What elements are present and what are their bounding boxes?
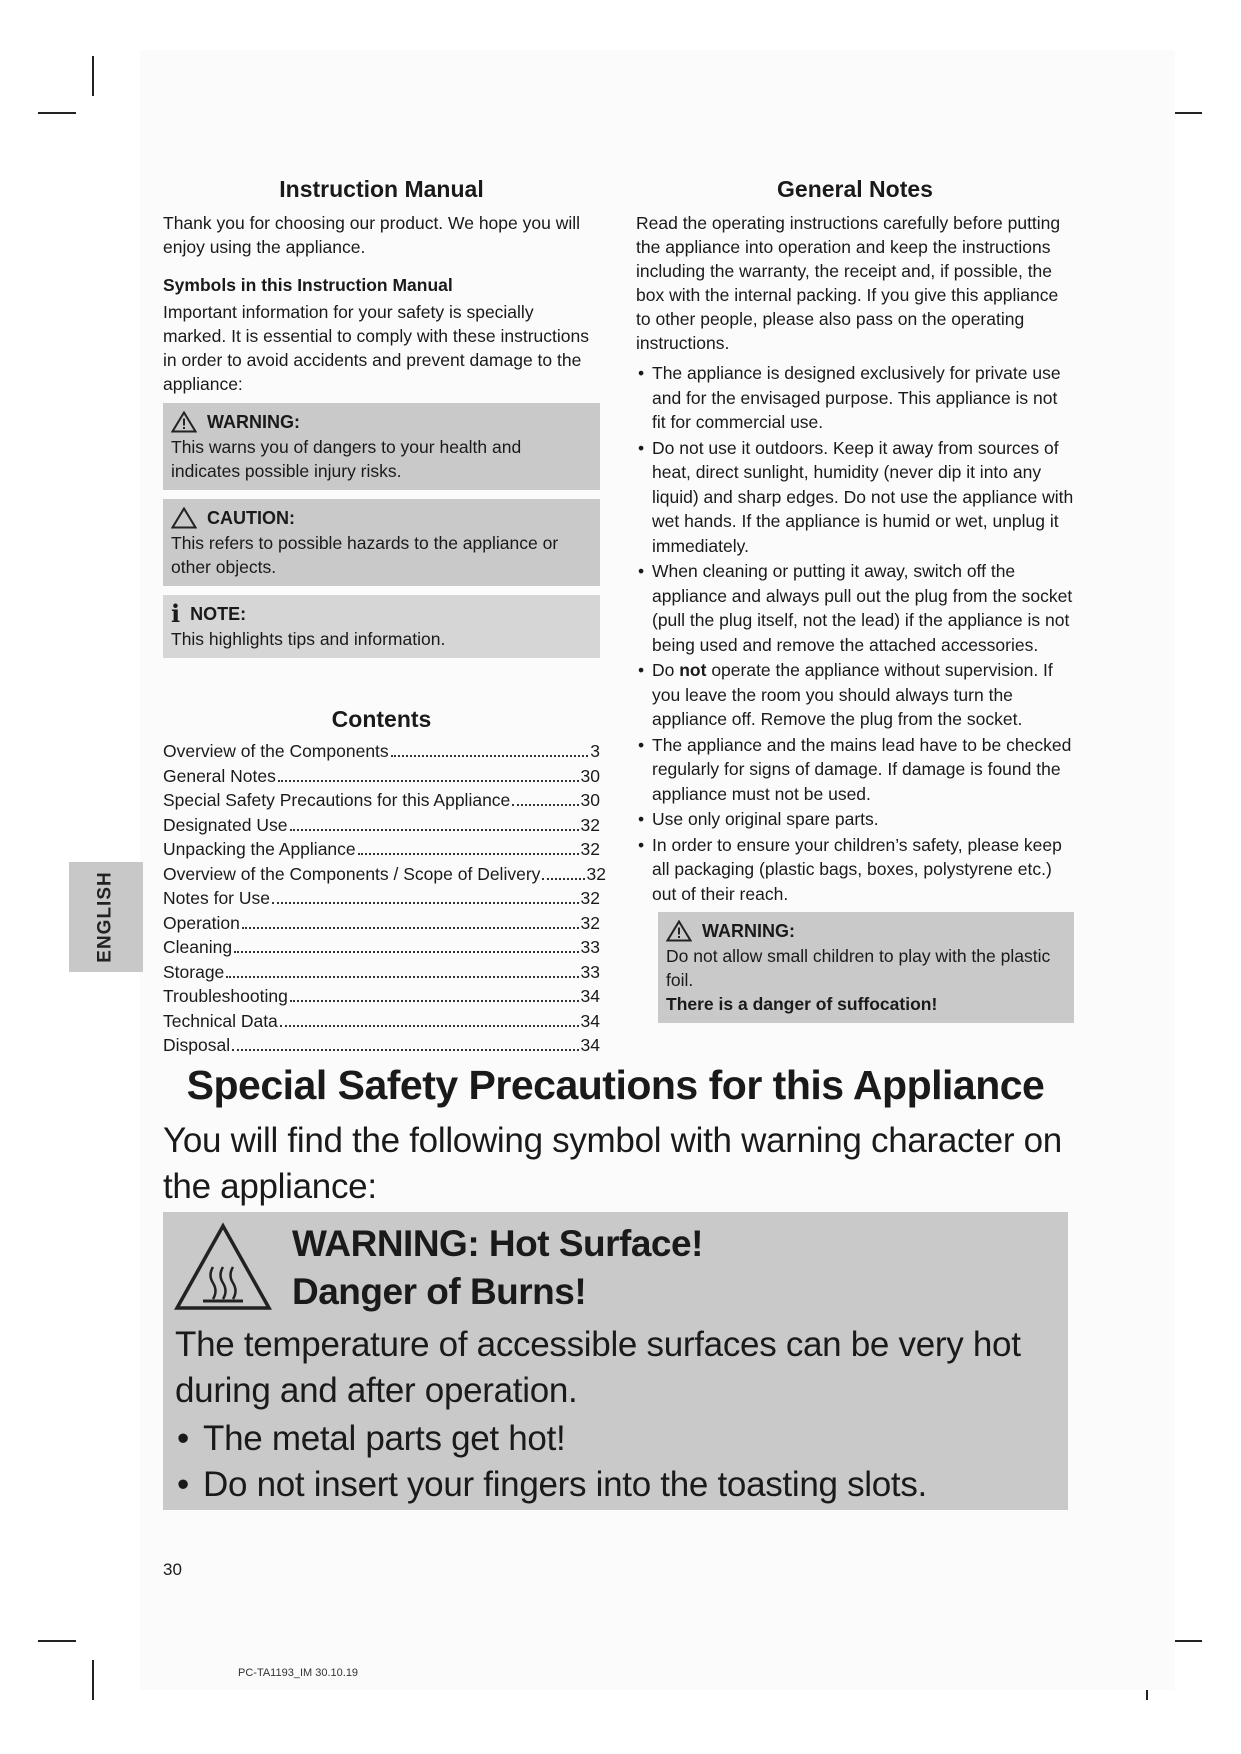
- warning-box: [163, 403, 600, 490]
- list-item: • Do not use it outdoors. Keep it away from sources of heat, direct sunlight, humidity (never dip it into any liquid) and sharp edges. Do not use the appliance with wet hands. If the appliance is humid or wet, unplug it immediately.: [636, 436, 1074, 559]
- suffocation-warning-box: [658, 912, 1074, 1023]
- table-of-contents: [163, 739, 606, 1058]
- hot-surface-warning-box: [163, 1212, 1068, 1510]
- info-icon: i: [171, 599, 181, 628]
- toc-row[interactable]: Unpacking the Appliance 32: [163, 839, 600, 859]
- safety-intro: You will find the following symbol with warning character on the appliance:: [163, 1121, 1062, 1206]
- note-text: This highlights tips and information.: [171, 629, 446, 649]
- contents-title: Contents: [331, 706, 432, 732]
- note-box: [163, 595, 600, 658]
- list-item: • In order to ensure your children’s safety, please keep all packaging (plastic bags, boxes, polystyrene etc.) out of their reach.: [636, 833, 1074, 907]
- toc-row[interactable]: Designated Use 32: [163, 814, 600, 835]
- caution-box: [163, 499, 600, 586]
- toc-row[interactable]: Storage 33: [163, 961, 600, 982]
- warning-icon: [171, 411, 197, 433]
- list-item: • The metal parts get hot!: [175, 1416, 1055, 1462]
- warning-text: This warns you of dangers to your health and indicates possible injury risks.: [171, 437, 522, 481]
- list-item: • Do not operate the appliance without supervision. If you leave the room you should always turn the appliance off. Remove the plug from the socket.: [636, 658, 1074, 732]
- language-tab-label: ENGLISH: [95, 871, 117, 963]
- caution-icon: [171, 507, 197, 529]
- list-item: • When cleaning or putting it away, switch off the appliance and always pull out the plug from the socket (pull the plug itself, not the lead) if the appliance is not being used and remove the attached accessories.: [636, 559, 1074, 657]
- list-item: • The appliance and the mains lead have to be checked regularly for signs of damage. If damage is found the appliance must not be used.: [636, 733, 1074, 807]
- warning-icon: [666, 920, 692, 942]
- warning-label: WARNING:: [702, 921, 795, 941]
- toc-row[interactable]: Overview of the Components 3: [163, 741, 600, 761]
- toc-row[interactable]: Cleaning 33: [163, 937, 600, 957]
- crop-mark: [92, 56, 94, 96]
- note-label: NOTE:: [190, 604, 247, 624]
- language-tab: [69, 862, 143, 972]
- symbols-text: Important information for your safety is specially marked. It is essential to comply with these instructions in order to avoid accidents and prevent damage to the appliance:: [163, 302, 590, 394]
- toc-row[interactable]: Special Safety Precautions for this Appliance 30: [163, 790, 600, 810]
- safety-title: Special Safety Precautions for this Appliance: [186, 1062, 1045, 1108]
- warning-text: Do not allow small children to play with the plastic foil.: [666, 946, 1051, 990]
- symbols-heading: Symbols in this Instruction Manual: [163, 275, 453, 295]
- hot-surface-list: [175, 1416, 1055, 1508]
- instruction-manual-intro: Thank you for choosing our product. We hope you will enjoy using the appliance.: [163, 213, 580, 257]
- hot-surface-heading: [292, 1220, 703, 1316]
- toc-row[interactable]: Operation 32: [163, 912, 600, 933]
- page-number: 30: [163, 1560, 182, 1579]
- warning-label: WARNING:: [207, 412, 300, 432]
- footer-code: PC-TA1193_IM 30.10.19: [238, 1667, 359, 1679]
- toc-row[interactable]: Technical Data 34: [163, 1010, 600, 1031]
- crop-mark: [38, 1640, 76, 1642]
- list-item: • Do not insert your fingers into the toasting slots.: [175, 1462, 1055, 1508]
- toc-row[interactable]: General Notes 30: [163, 765, 600, 786]
- instruction-manual-title: Instruction Manual: [279, 176, 484, 202]
- right-column: [636, 176, 1074, 1023]
- caution-text: This refers to possible hazards to the appliance or other objects.: [171, 533, 559, 577]
- warning-bold-text: There is a danger of suffocation!: [666, 994, 938, 1014]
- general-notes-list: [636, 361, 1074, 906]
- toc-row[interactable]: Overview of the Components / Scope of Delivery 32: [163, 863, 606, 884]
- left-column: [163, 176, 606, 1058]
- toc-row[interactable]: Notes for Use 32: [163, 888, 600, 908]
- general-notes-intro: Read the operating instructions carefully before putting the appliance into operation and keep the instructions including the warranty, the receipt and, if possible, the box with the internal packing. If you give this appliance to other people, please also pass on the operating instructions.: [636, 213, 1061, 353]
- general-notes-title: General Notes: [777, 176, 933, 202]
- hot-surface-icon: [173, 1222, 273, 1314]
- toc-row[interactable]: Troubleshooting 34: [163, 986, 600, 1006]
- crop-mark: [38, 112, 76, 114]
- crop-mark: [92, 1660, 94, 1700]
- hot-surface-text: The temperature of accessible surfaces can be very hot during and after operation.: [175, 1325, 1021, 1410]
- hot-surface-line-1: WARNING: Hot Surface!: [292, 1223, 703, 1264]
- hot-surface-line-2: Danger of Burns!: [292, 1271, 587, 1312]
- hot-surface-body: [175, 1322, 1055, 1508]
- list-item: • The appliance is designed exclusively for private use and for the envisaged purpose. This appliance is not fit for commercial use.: [636, 361, 1074, 435]
- caution-label: CAUTION:: [207, 508, 295, 528]
- list-item: • Use only original spare parts.: [636, 807, 1074, 832]
- toc-row[interactable]: Disposal 34: [163, 1035, 600, 1055]
